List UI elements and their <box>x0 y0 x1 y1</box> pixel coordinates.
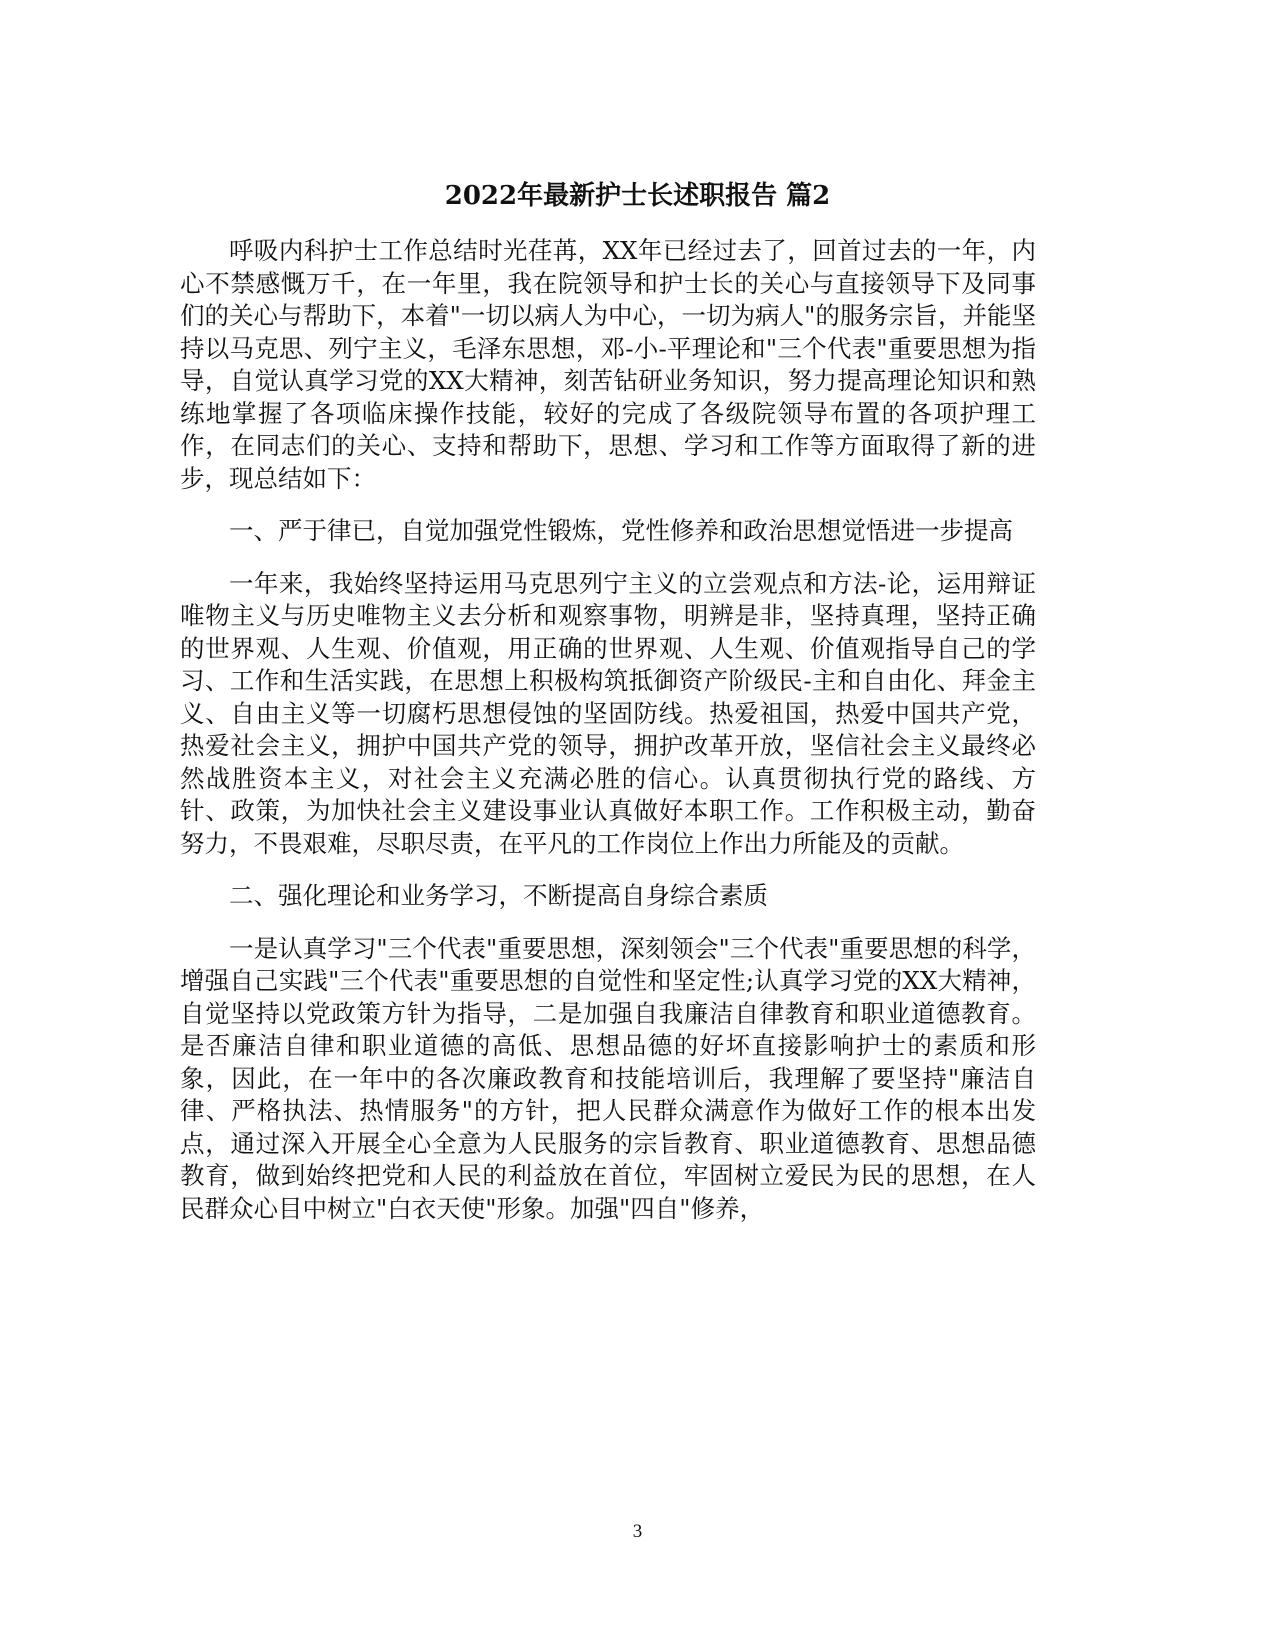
document-body <box>180 235 1036 1245</box>
document-title: 2022年最新护士长述职报告 篇2 <box>444 181 831 211</box>
section-heading-1: 一、严于律已，自觉加强党性锻炼，党性修养和政治思想觉悟进一步提高 <box>229 516 1013 545</box>
paragraph-section-2: 一是认真学习"三个代表"重要思想，深刻领会"三个代表"重要思想的科学，增强自己实践"三个代表"重要思想的自觉性和坚定性;认真学习党的XX大精神，自觉坚持以党政策方针为指导，二是加强自我廉洁自律教育和职业道德教育。是否廉洁自律和职业道德的高低、思想品德的好坏直接影响护士的素质和形象，因此，在一年中的各次廉政教育和技能培训后，我理解了要坚持"廉洁自律、严格执法、热情服务"的方针，把人民群众满意作为做好工作的根本出发点，通过深入开展全心全意为人民服务的宗旨教育、职业道德教育、思想品德教育，做到始终把党和人民的利益放在首位，牢固树立爱民为民的思想，在人民群众心目中树立"白衣天使"形象。加强"四自"修养， <box>180 933 1036 1223</box>
section-heading-2: 二、强化理论和业务学习，不断提高自身综合素质 <box>229 881 768 910</box>
page-number: 3 <box>632 1521 643 1542</box>
paragraph-section-1: 一年来，我始终坚持运用马克思列宁主义的立尝观点和方法-论，运用辩证唯物主义与历史唯物主义去分析和观察事物，明辨是非，坚持真理，坚持正确的世界观、人生观、价值观，用正确的世界观、人生观、价值观指导自己的学习、工作和生活实践，在思想上积极构筑抵御资产阶级民-主和自由化、拜金主义、自由主义等一切腐朽思想侵蚀的坚固防线。热爱祖国，热爱中国共产党，热爱社会主义，拥护中国共产党的领导，拥护改革开放，坚信社会主义最终必然战胜资本主义，对社会主义充满必胜的信心。认真贯彻执行党的路线、方针、政策，为加快社会主义建设事业认真做好本职工作。工作积极主动，勤奋努力，不畏艰难，尽职尽责，在平凡的工作岗位上作出力所能及的贡献。 <box>180 568 1036 858</box>
paragraph-intro: 呼吸内科护士工作总结时光荏苒，XX年已经过去了，回首过去的一年，内心不禁感慨万千，在一年里，我在院领导和护士长的关心与直接领导下及同事们的关心与帮助下，本着"一切以病人为中心，一切为病人"的服务宗旨，并能坚持以马克思、列宁主义，毛泽东思想，邓-小-平理论和"三个代表"重要思想为指导，自觉认真学习党的XX大精神，刻苦钻研业务知识，努力提高理论知识和熟练地掌握了各项临床操作技能，较好的完成了各级院领导布置的各项护理工作，在同志们的关心、支持和帮助下，思想、学习和工作等方面取得了新的进步，现总结如下： <box>180 236 1036 493</box>
